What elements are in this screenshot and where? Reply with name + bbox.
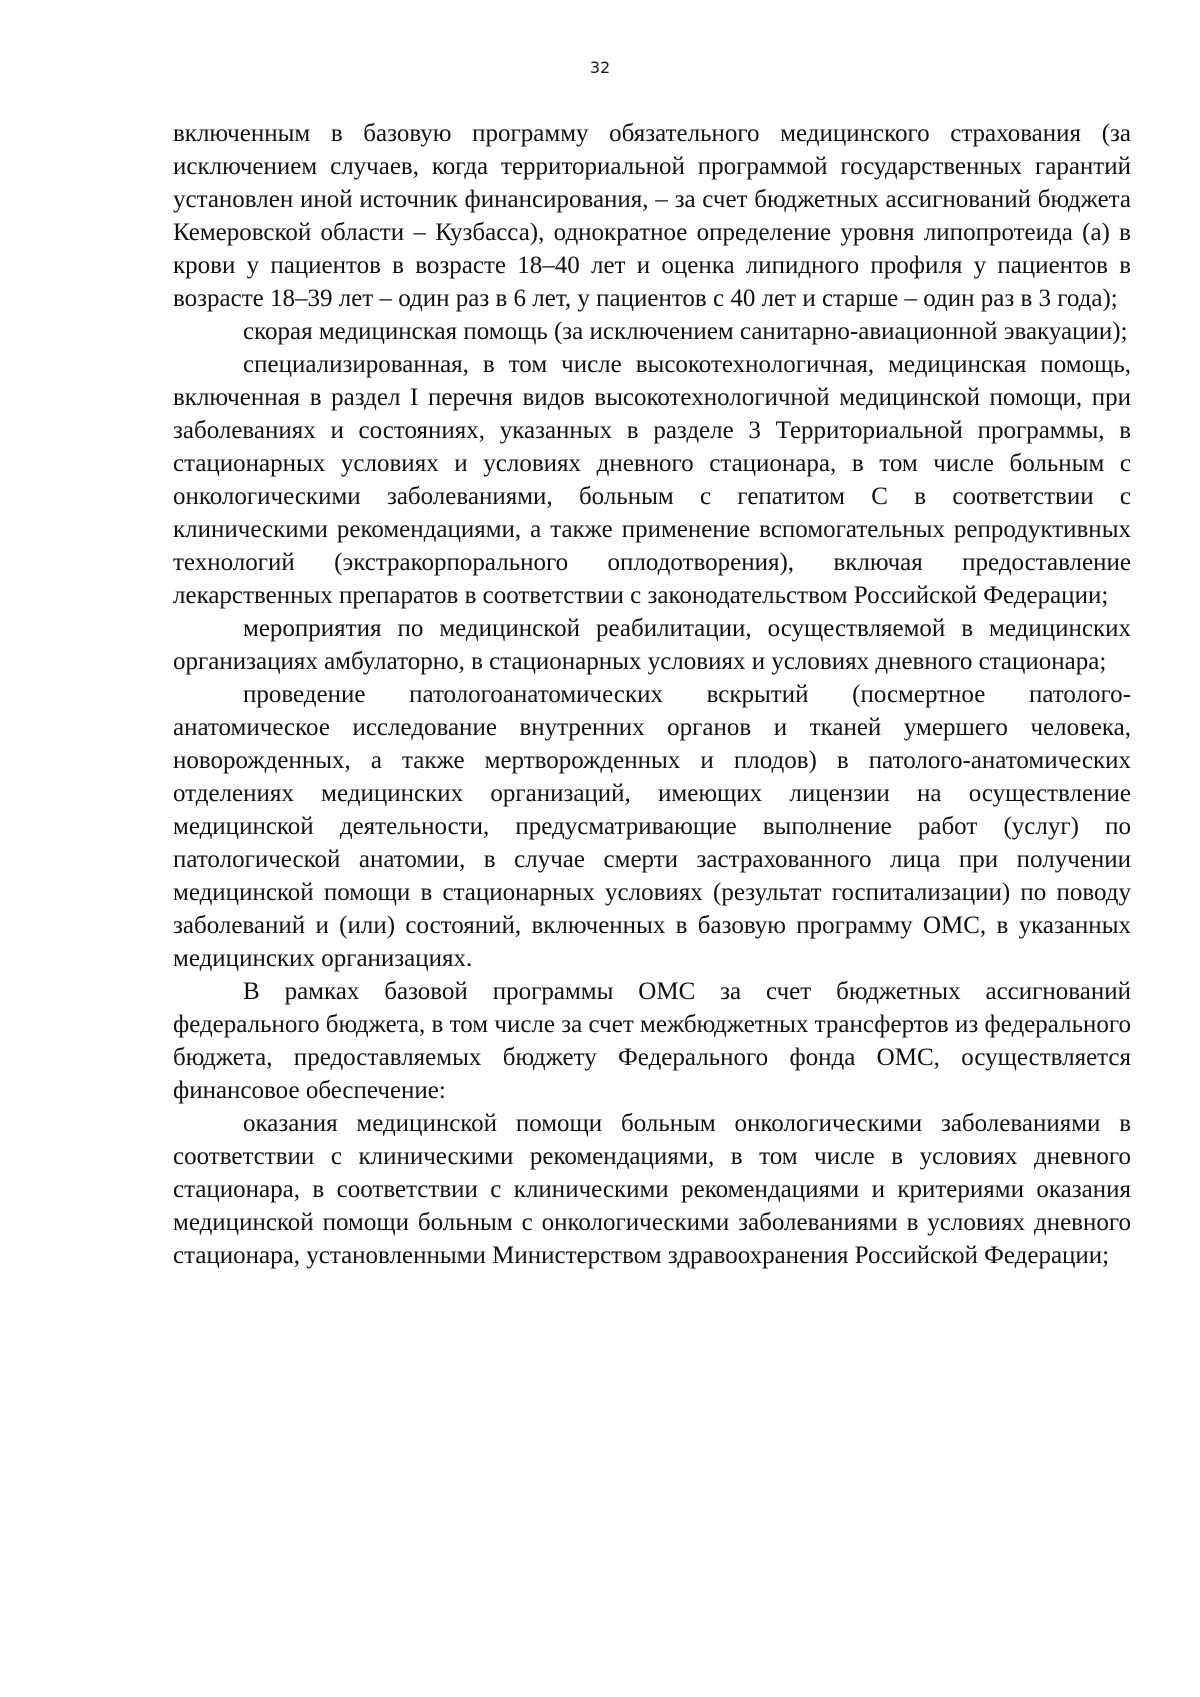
document-body — [173, 117, 1131, 1272]
paragraph-continuation: включенным в базовую программу обязательного медицинского страхования (за исключением случаев, когда территориальной программой государственных гарантий установлен иной источник финансирования, – за счет бюджетных ассигнований бюджета Кемеровской области – Кузбасса), однократное определение уровня липопротеида (а) в крови у пациентов в возрасте 18–40 лет и оценка липидного профиля у пациентов в возрасте 18–39 лет – один раз в 6 лет, у пациентов с 40 лет и старше – один раз в 3 года); — [173, 120, 1131, 312]
paragraph-oncology: оказания медицинской помощи больным онкологическими заболеваниями в соответствии с клиническими рекомендациями, в том числе в условиях дневного стационара, в соответствии с клиническими рекомендациями и критериями оказания медицинской помощи больным с онкологическими заболеваниями в условиях дневного стационара, установленными Министерством здравоохранения Российской Федерации; — [173, 1110, 1131, 1269]
paragraph-autopsy: проведение патологоанатомических вскрытий (посмертное патолого-анатомическое исследование внутренних органов и тканей умершего человека, новорожденных, а также мертворожденных и плодов) в патолого-анатомических отделениях медицинских организаций, имеющих лицензии на осуществление медицинской деятельности, предусматривающие выполнение работ (услуг) по патологической анатомии, в случае смерти застрахованного лица при получении медицинской помощи в стационарных условиях (результат госпитализации) по поводу заболеваний и (или) состояний, включенных в базовую программу ОМС, в указанных медицинских организациях. — [173, 681, 1131, 972]
paragraph-specialized-care: специализированная, в том числе высокотехнологичная, медицинская помощь, включенная в раздел I перечня видов высокотехнологичной медицинской помощи, при заболеваниях и состояниях, указанных в разделе 3 Территориальной программы, в стационарных условиях и условиях дневного стационара, в том числе больным с онкологическими заболеваниями, больным с гепатитом С в соответствии с клиническими рекомендациями, а также применение вспомогательных репродуктивных технологий (экстракорпорального оплодотворения), включая предоставление лекарственных препаратов в соответствии с законодательством Российской Федерации; — [173, 351, 1131, 609]
paragraph-rehabilitation: мероприятия по медицинской реабилитации, осуществляемой в медицинских организациях амбулаторно, в стационарных условиях и условиях дневного стационара; — [173, 615, 1131, 675]
page-number: 32 — [589, 58, 611, 77]
paragraph-federal-budget: В рамках базовой программы ОМС за счет бюджетных ассигнований федерального бюджета, в том числе за счет межбюджетных трансфертов из федерального бюджета, предоставляемых бюджету Федерального фонда ОМС, осуществляется финансовое обеспечение: — [173, 978, 1131, 1104]
paragraph-ambulance: скорая медицинская помощь (за исключением санитарно-авиационной эвакуации); — [243, 318, 1128, 345]
